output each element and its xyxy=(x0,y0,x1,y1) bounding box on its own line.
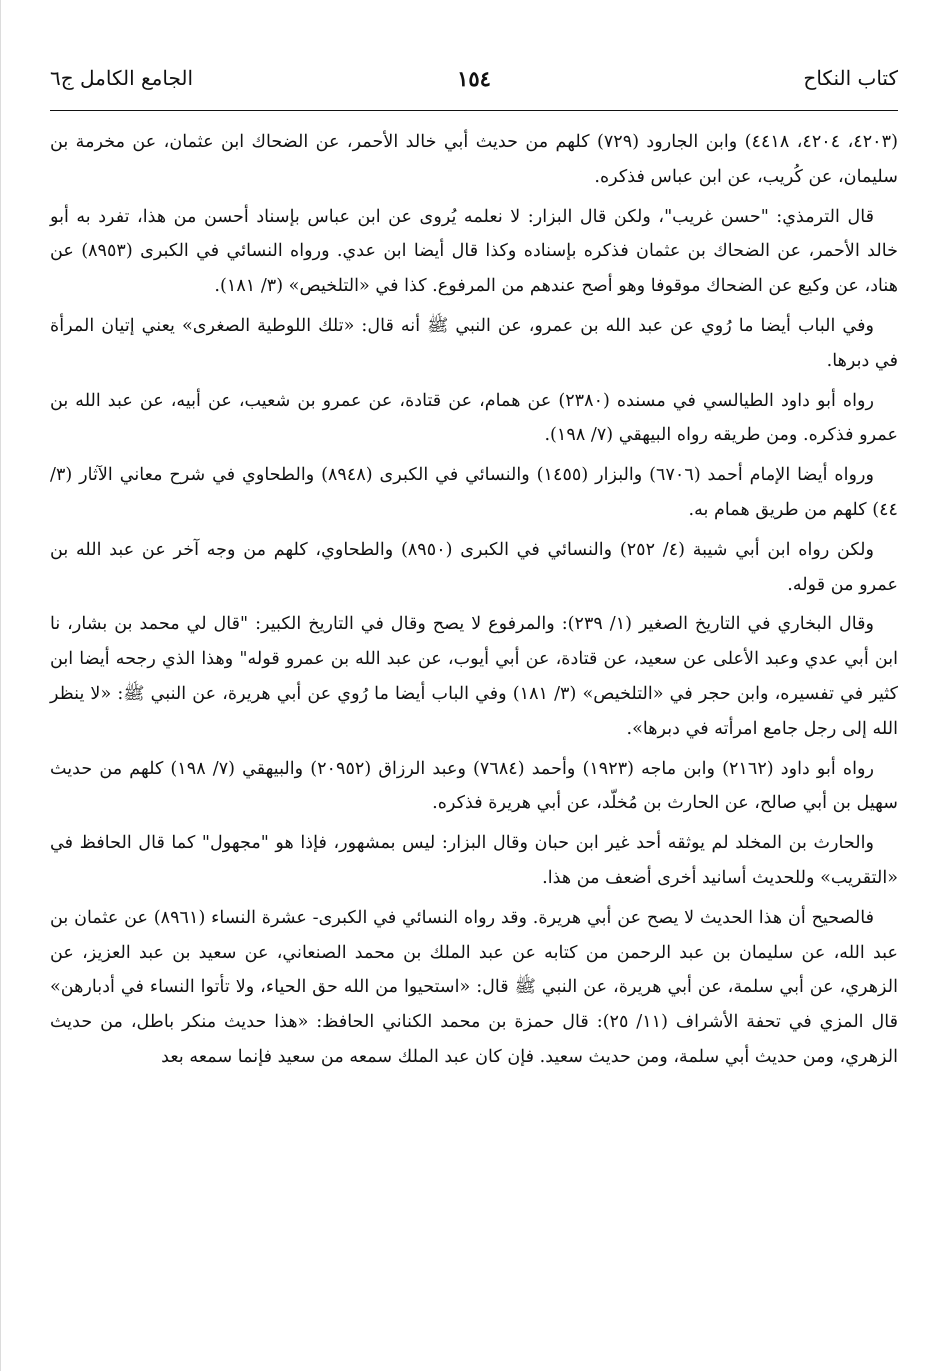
paragraph: رواه أبو داود (٢١٦٢) وابن ماجه (١٩٢٣) وأحمد (٧٦٨٤) وعبد الرزاق (٢٠٩٥٢) والبيهقي (٧/ ١٩٨) كلهم من حديث سهيل بن أبي صالح، عن الحارث بن مُخلّد، عن أبي هريرة فذكره. xyxy=(50,758,898,814)
book-page xyxy=(50,52,898,1080)
paragraph: (٤٢٠٣، ٤٢٠٤، ٤٤١٨) وابن الجارود (٧٢٩) كلهم من حديث أبي خالد الأحمر، عن الضحاك ابن عثمان، عن مخرمة بن سليمان، عن كُريب، عن ابن عباس فذكره. xyxy=(50,132,898,187)
paragraph: قال الترمذي: "حسن غريب"، ولكن قال البزار: لا نعلمه يُروى عن ابن عباس بإسناد أحسن من هذا، تفرد به أبو خالد الأحمر، عن الضحاك بن عثمان فذكره بإسناده وكذا قال أيضا ابن عدي. ورواه النسائي في الكبرى (٨٩٥٣) عن هناد، عن وكيع عن الضحاك موقوفا وهو أصح عندهم من المرفوع. كذا في «التلخيص» (٣/ ١٨١). xyxy=(50,206,898,297)
page-gutter-shadow xyxy=(0,0,1,1371)
page-body xyxy=(50,125,898,1075)
paragraph: ولكن رواه ابن أبي شيبة (٤/ ٢٥٢) والنسائي في الكبرى (٨٩٥٠) والطحاوي، كلهم من وجه آخر عن عبد الله بن عمرو من قوله. xyxy=(50,539,898,595)
paragraph: والحارث بن المخلد لم يوثقه أحد غير ابن حبان وقال البزار: ليس بمشهور، فإذا هو "مجهول" كما قال الحافظ في «التقريب» وللحديث أسانيد أخرى أضعف من هذا. xyxy=(50,833,898,888)
paragraph: وقال البخاري في التاريخ الصغير (١/ ٢٣٩): والمرفوع لا يصح وقال في التاريخ الكبير: "قال لي محمد بن بشار، نا ابن أبي عدي وعبد الأعلى عن سعيد، عن قتادة، عن أبي أيوب، عن عبد الله بن عمرو قوله" وهذا الذي رجحه أيضا ابن كثير في تفسيره، وابن حجر في «التلخيص» (٣/ ١٨١) وفي الباب أيضا ما رُوي عن أبي هريرة، عن النبي ﷺ: «لا ينظر الله إلى رجل جامع امرأته في دبرها». xyxy=(50,614,898,739)
paragraph: ورواه أيضا الإمام أحمد (٦٧٠٦) والبزار (١٤٥٥) والنسائي في الكبرى (٨٩٤٨) والطحاوي في شرح معاني الآثار (٣/ ٤٤) كلهم من طريق همام به. xyxy=(50,465,898,520)
chapter-title: كتاب النكاح xyxy=(803,66,898,90)
book-title: الجامع الكامل ج٦ xyxy=(50,66,194,90)
running-header xyxy=(50,52,898,111)
paragraph: وفي الباب أيضا ما رُوي عن عبد الله بن عمرو، عن النبي ﷺ أنه قال: «تلك اللوطية الصغرى» يعني إتيان المرأة في دبرها. xyxy=(50,315,898,371)
paragraph: فالصحيح أن هذا الحديث لا يصح عن أبي هريرة. وقد رواه النسائي في الكبرى- عشرة النساء (٨٩٦١) عن عثمان بن عبد الله، عن سليمان بن عبد الرحمن من كتابه عن عبد الملك بن محمد الصنعاني، عن سعيد بن عبد العزيز، عن الزهري، عن أبي سلمة، عن أبي هريرة، عن النبي ﷺ قال: «استحيوا من الله حق الحياء، ولا تأتوا النساء في أدبارهن» قال المزي في تحفة الأشراف (١١/ ٢٥): قال حمزة بن محمد الكناني الحافظ: «هذا حديث منكر باطل، من حديث الزهري، ومن حديث أبي سلمة، ومن حديث سعيد. فإن كان عبد الملك سمعه من سعيد فإنما سمعه بعد xyxy=(50,907,899,1067)
page-number: ١٥٤ xyxy=(457,66,491,91)
paragraph: رواه أبو داود الطيالسي في مسنده (٢٣٨٠) عن همام، عن قتادة، عن عمرو بن شعيب، عن أبيه، عن عبد الله بن عمرو فذكره. ومن طريقه رواه البيهقي (٧/ ١٩٨). xyxy=(50,390,898,446)
